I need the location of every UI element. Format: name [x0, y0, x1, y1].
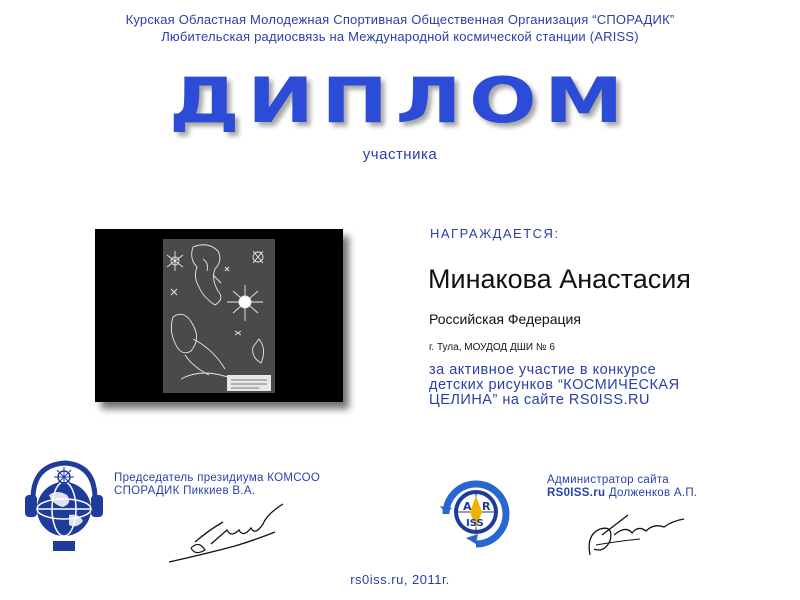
- child-drawing-image: [163, 239, 275, 393]
- artwork-photo: [95, 229, 343, 402]
- admin-signature: [580, 505, 690, 563]
- award-reason-line: ЦЕЛИНА” на сайте RS0ISS.RU: [429, 392, 650, 408]
- award-reason-line: за активное участие в конкурсе: [429, 362, 657, 378]
- awarded-label: НАГРАЖДАЕТСЯ:: [430, 226, 560, 241]
- header-organization: Курская Областная Молодежная Спортивная Общественная Организация “СПОРАДИК”: [125, 12, 675, 27]
- chair-name: СПОРАДИК Пиккиев В.А.: [114, 485, 256, 497]
- admin-name: Долженков А.П.: [608, 487, 698, 499]
- admin-site: RS0ISS.ru: [547, 487, 606, 499]
- diploma-title: ДИПЛОМ: [169, 64, 631, 137]
- ariss-letter-r: R: [482, 500, 491, 513]
- ariss-letters-iss: ISS: [466, 518, 484, 529]
- recipient-country: Российская Федерация: [429, 311, 581, 327]
- sporadik-globe-logo: [23, 455, 105, 555]
- diploma-subtitle: участника: [362, 146, 438, 163]
- admin-name-line: [547, 487, 697, 500]
- admin-title: Администратор сайта: [547, 474, 669, 486]
- ariss-letter-a: A: [463, 500, 472, 513]
- award-reason-line: детских рисунков “КОСМИЧЕСКАЯ: [429, 377, 680, 393]
- chair-signatory: [114, 472, 320, 498]
- recipient-name: Минакова Анастасия: [428, 264, 691, 294]
- header-program: Любительская радиосвязь на Международной космической станции (ARISS): [161, 29, 639, 44]
- footer-site-year: rs0iss.ru, 2011г.: [350, 572, 450, 587]
- recipient-city: г. Тула, МОУДОД ДШИ № 6: [429, 342, 555, 353]
- chair-title: Председатель президиума КОМСОО: [114, 472, 321, 484]
- award-reason: [429, 363, 769, 408]
- chair-signature: [165, 500, 300, 570]
- ariss-logo: [432, 466, 520, 552]
- admin-signatory: [547, 474, 697, 500]
